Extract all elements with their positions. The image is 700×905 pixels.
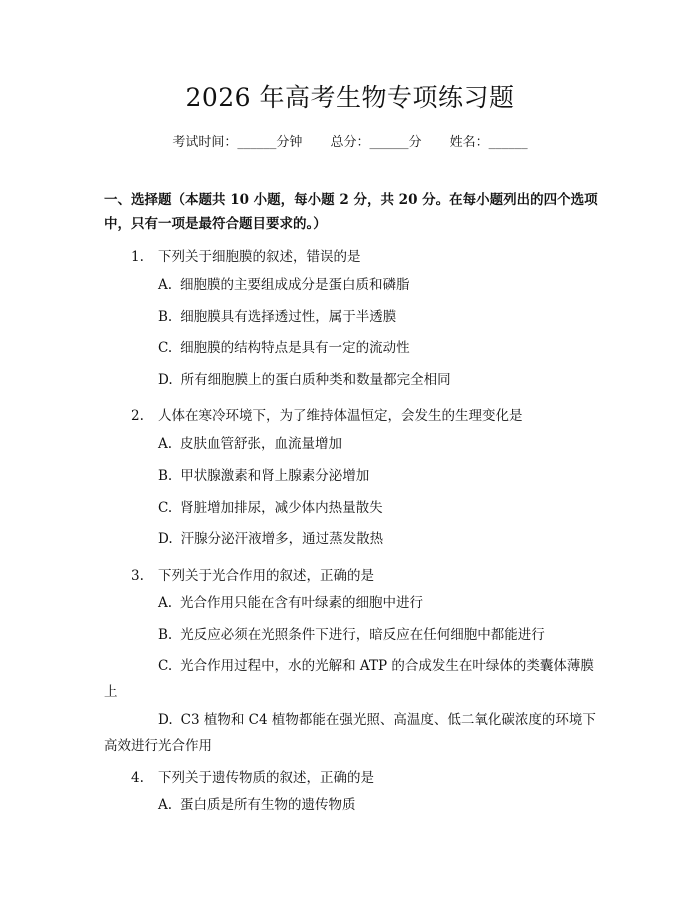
option-letter: B. [158,309,173,325]
option-1b [104,304,600,330]
option-letter: D. [158,372,173,388]
question-text: 下列关于光合作用的叙述，正确的是 [158,568,374,584]
option-letter: B. [158,627,173,643]
option-letter: D. [158,712,173,728]
option-text: 皮肤血管舒张，血流量增加 [180,436,343,452]
option-2b [104,463,600,489]
option-3b [104,622,600,648]
option-3d [104,707,600,759]
option-letter: A. [158,436,173,452]
option-text: 光合作用只能在含有叶绿素的细胞中进行 [180,595,424,611]
option-2a [104,431,600,457]
exam-info [0,131,700,150]
exam-time-field: 考试时间：______分钟 [172,135,303,150]
question-2 [131,404,523,424]
option-letter: B. [158,468,173,484]
section-heading: 一、选择题（本题共 10 小题，每小题 2 分，共 20 分。在每小题列出的四个选项中，只有一项是最符合题目要求的。） [104,192,598,232]
option-3c [104,653,600,705]
question-text: 下列关于细胞膜的叙述，错误的是 [158,249,361,265]
page-title: 2026 年高考生物专项练习题 [185,83,515,112]
option-letter: C. [158,658,173,674]
option-letter: A. [158,797,173,813]
option-text: 光合作用过程中，水的光解和 ATP 的合成发生在叶绿体的类囊体薄膜上 [104,658,594,700]
option-4a [104,792,600,818]
option-text: 肾脏增加排尿，减少体内热量散失 [180,500,383,516]
option-text: 所有细胞膜上的蛋白质种类和数量都完全相同 [180,372,451,388]
question-3 [131,564,374,584]
student-name-field: 姓名：______ [449,135,528,150]
option-text: 细胞膜的结构特点是具有一定的流动性 [180,340,410,356]
option-text: C3 植物和 C4 植物都能在强光照、高温度、低二氧化碳浓度的环境下高效进行光合作用 [104,712,596,754]
question-number: 4. [131,770,144,786]
option-text: 蛋白质是所有生物的遗传物质 [180,797,356,813]
option-1d [104,367,600,393]
question-number: 1. [131,249,144,265]
question-1 [131,245,361,265]
option-text: 光反应必须在光照条件下进行，暗反应在任何细胞中都能进行 [180,627,545,643]
option-text: 汗腺分泌汗液增多，通过蒸发散热 [180,531,384,547]
option-text: 细胞膜的主要组成成分是蛋白质和磷脂 [180,277,410,293]
question-number: 3. [131,568,144,584]
option-1a [104,272,600,298]
question-number: 2. [131,408,144,424]
option-letter: A. [158,595,173,611]
option-letter: D. [158,531,173,547]
option-2d [104,526,600,552]
option-1c [104,335,600,361]
total-score-field: 总分：______分 [330,135,422,150]
option-3a [104,590,600,616]
question-4 [131,766,374,786]
option-text: 甲状腺激素和肾上腺素分泌增加 [180,468,370,484]
question-text: 下列关于遗传物质的叙述，正确的是 [158,770,374,786]
option-letter: C. [158,500,173,516]
option-letter: C. [158,340,173,356]
option-2c [104,495,600,521]
option-text: 细胞膜具有选择透过性，属于半透膜 [180,309,397,325]
question-text: 人体在寒冷环境下，为了维持体温恒定，会发生的生理变化是 [158,408,523,424]
option-letter: A. [158,277,173,293]
